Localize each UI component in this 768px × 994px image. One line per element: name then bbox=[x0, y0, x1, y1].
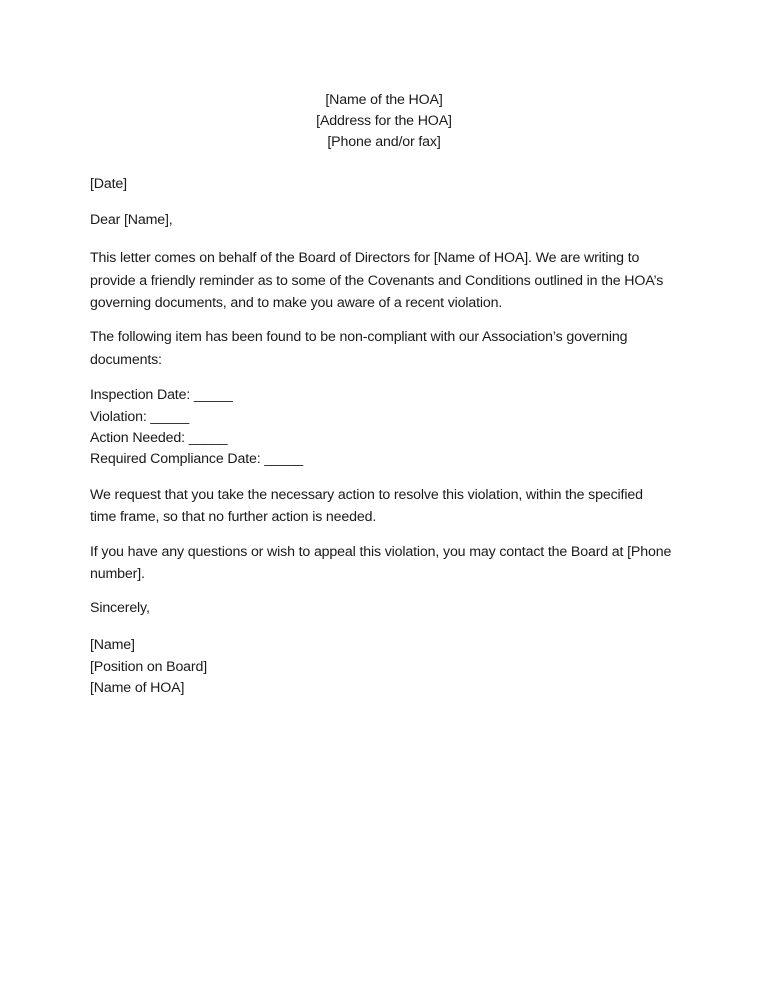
salutation: Dear [Name], bbox=[90, 212, 173, 228]
signature-name: [Name] bbox=[90, 637, 135, 653]
letterhead-hoa-phone: [Phone and/or fax] bbox=[327, 134, 441, 150]
letter-date: [Date] bbox=[90, 176, 127, 192]
paragraph1-line1: This letter comes on behalf of the Board of Directors for [Name of HOA]. We are writing to bbox=[90, 250, 640, 266]
field-action-needed: Action Needed: _____ bbox=[90, 430, 228, 446]
letterhead-hoa-address: [Address for the HOA] bbox=[316, 113, 452, 129]
signature-hoa: [Name of HOA] bbox=[90, 680, 185, 696]
paragraph2-line2: documents: bbox=[90, 352, 162, 368]
letterhead-hoa-name: [Name of the HOA] bbox=[325, 92, 443, 108]
paragraph4-line2: number]. bbox=[90, 566, 145, 582]
paragraph4-line1: If you have any questions or wish to appeal this violation, you may contact the Board at [Phone bbox=[90, 544, 672, 560]
paragraph1-line2: provide a friendly reminder as to some of the Covenants and Conditions outlined in the HOA’s bbox=[90, 273, 664, 289]
closing: Sincerely, bbox=[90, 600, 150, 616]
field-required-compliance-date: Required Compliance Date: _____ bbox=[90, 451, 304, 467]
field-violation: Violation: _____ bbox=[90, 409, 190, 425]
field-inspection-date: Inspection Date: _____ bbox=[90, 387, 233, 403]
paragraph3-line2: time frame, so that no further action is needed. bbox=[90, 509, 377, 525]
paragraph1-line3: governing documents, and to make you aware of a recent violation. bbox=[90, 295, 503, 311]
signature-position: [Position on Board] bbox=[90, 659, 208, 675]
paragraph2-line1: The following item has been found to be non-compliant with our Association’s governing bbox=[90, 329, 628, 345]
paragraph3-line1: We request that you take the necessary action to resolve this violation, within the specified bbox=[90, 487, 643, 503]
